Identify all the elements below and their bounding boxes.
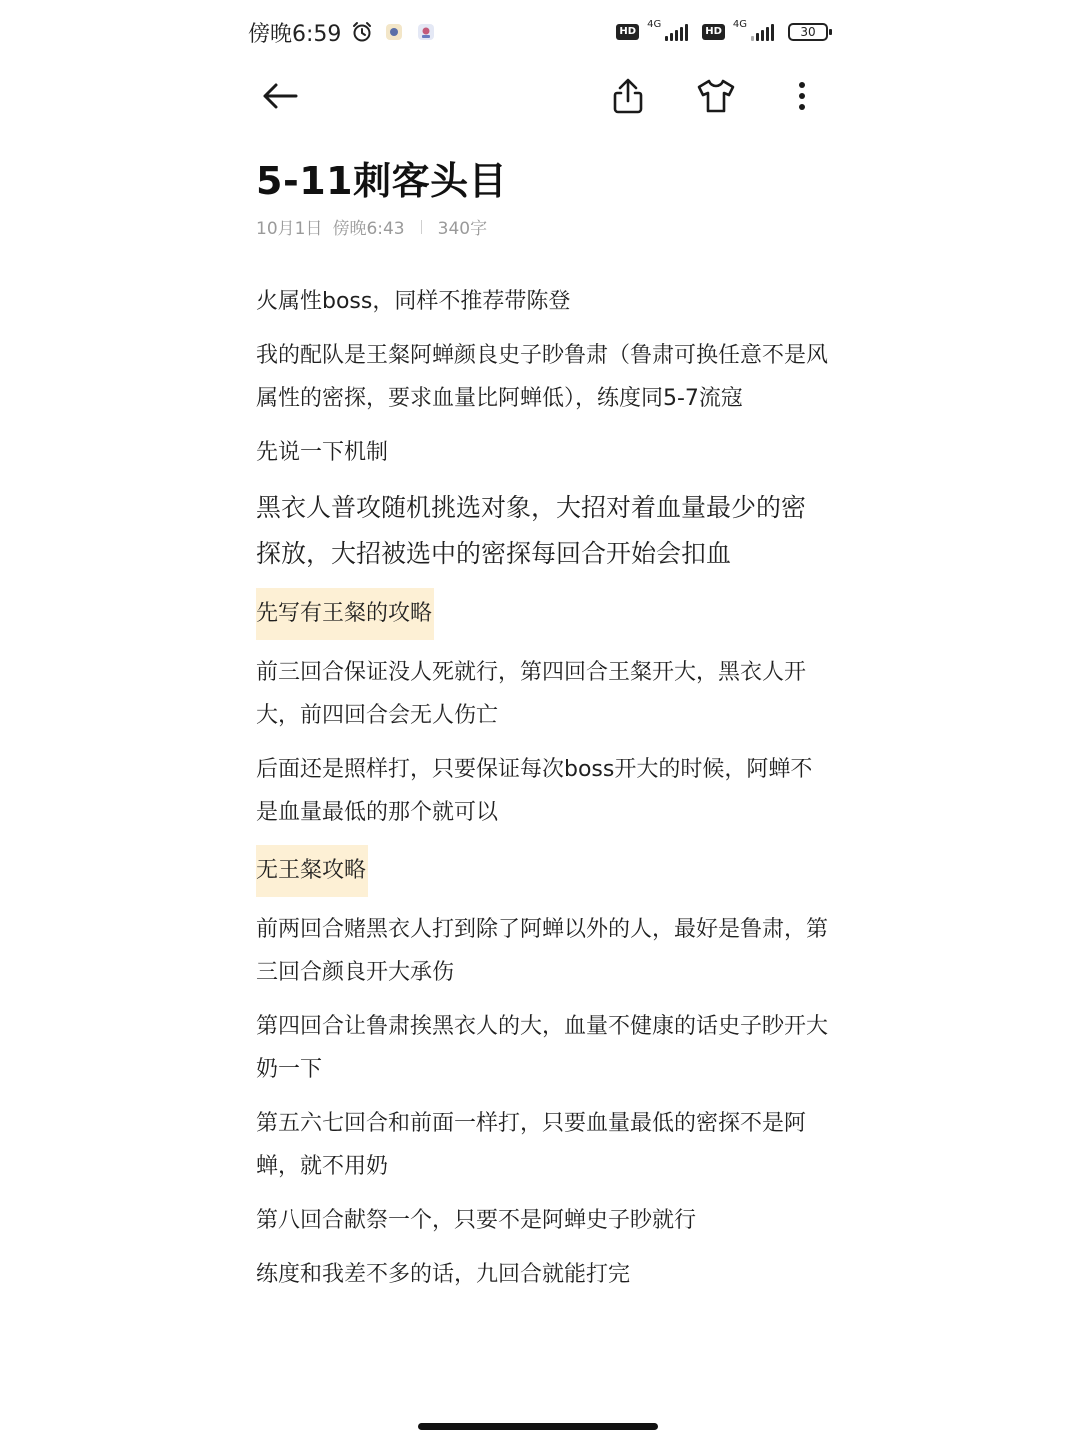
network-type-1: 4G [647, 18, 662, 30]
note-toolbar [256, 70, 826, 122]
hd-badge-1: HD [616, 24, 639, 40]
status-right [616, 18, 828, 41]
tshirt-icon [696, 78, 736, 114]
highlight-text: 无王粲攻略 [256, 845, 368, 897]
note-time: 傍晚6:43 [332, 219, 405, 239]
app-notification-icon-2 [415, 21, 437, 43]
paragraph: 第四回合让鲁肃挨黑衣人的大，血量不健康的话史子眇开大奶一下 [256, 1014, 829, 1082]
home-indicator[interactable] [418, 1423, 658, 1430]
status-bar [248, 14, 828, 50]
status-time: 傍晚6:59 [248, 21, 342, 47]
paragraph: 我的配队是王粲阿蝉颜良史子眇鲁肃（鲁肃可换任意不是风属性的密探，要求血量比阿蝉低），练度同5-7流寇 [256, 343, 829, 411]
more-vertical-icon [797, 81, 807, 111]
note-word-count: 340字 [437, 219, 488, 239]
note-date: 10月1日 [256, 219, 323, 239]
hd-badge-2: HD [702, 24, 725, 40]
paragraph-emphasis: 黑衣人普攻随机挑选对象，大招对着血量最少的密探放，大招被选中的密探每回合开始会扣血 [256, 493, 807, 568]
paragraph: 第八回合献祭一个，只要不是阿蝉史子眇就行 [256, 1208, 697, 1233]
theme-button[interactable] [688, 70, 744, 122]
more-button[interactable] [774, 70, 830, 122]
paragraph: 先说一下机制 [256, 440, 389, 465]
paragraph: 前两回合赌黑衣人打到除了阿蝉以外的人，最好是鲁肃，第三回合颜良开大承伤 [256, 917, 829, 985]
note-title[interactable]: 5-11刺客头目 [256, 159, 508, 203]
network-type-2: 4G [732, 18, 747, 30]
highlight-text: 先写有王粲的攻略 [256, 588, 434, 640]
highlighted-heading [256, 845, 828, 897]
paragraph: 火属性boss，同样不推荐带陈登 [256, 289, 571, 314]
meta-divider [421, 220, 422, 234]
note-body[interactable] [256, 280, 828, 1307]
arrow-left-icon [260, 81, 300, 111]
battery-icon: 30 [788, 23, 828, 41]
share-icon [611, 77, 645, 115]
highlighted-heading [256, 588, 828, 640]
note-meta [256, 214, 487, 239]
signal-icon-2 [751, 23, 774, 41]
alarm-icon [351, 21, 373, 43]
paragraph: 后面还是照样打，只要保证每次boss开大的时候，阿蝉不是血量最低的那个就可以 [256, 757, 813, 825]
paragraph: 前三回合保证没人死就行，第四回合王粲开大，黑衣人开大，前四回合会无人伤亡 [256, 660, 807, 728]
paragraph: 练度和我差不多的话，九回合就能打完 [256, 1262, 631, 1287]
share-button[interactable] [600, 70, 656, 122]
status-left [248, 17, 437, 48]
signal-icon [665, 23, 688, 41]
app-notification-icon [383, 21, 405, 43]
paragraph: 第五六七回合和前面一样打，只要血量最低的密探不是阿蝉，就不用奶 [256, 1111, 807, 1179]
back-button[interactable] [252, 70, 308, 122]
